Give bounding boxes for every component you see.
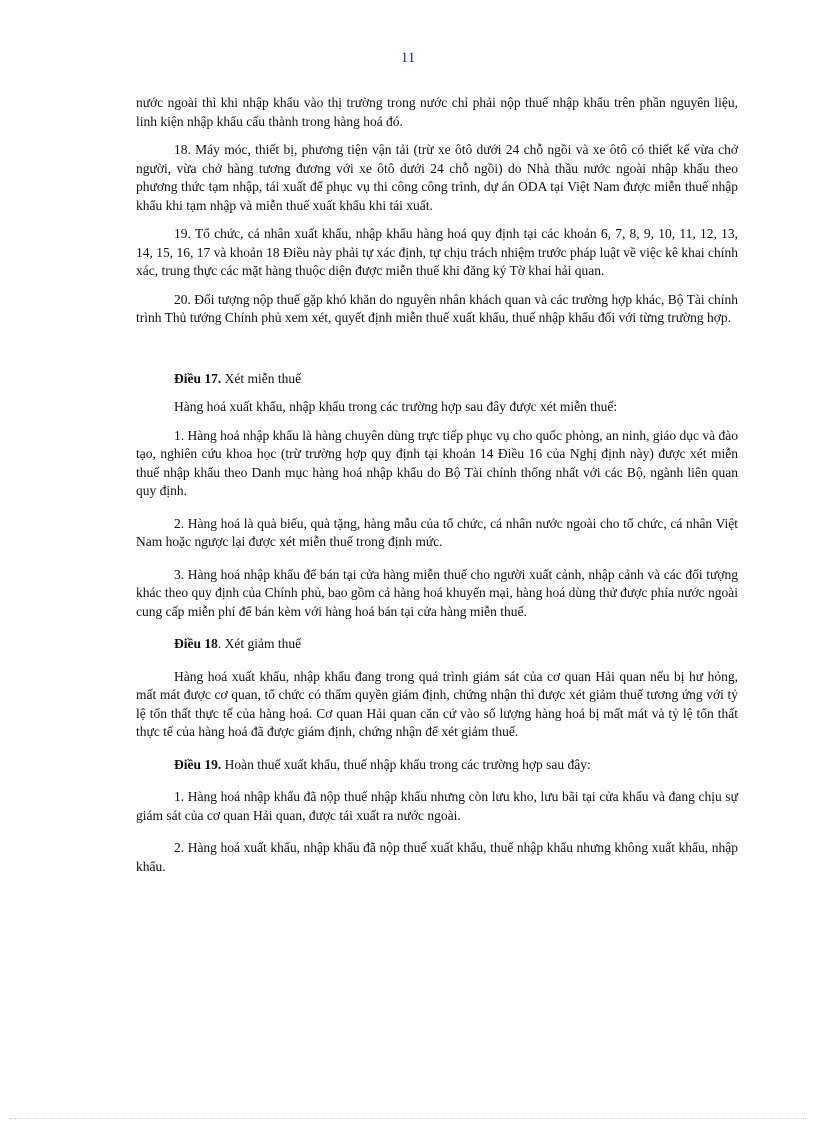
article-19-title: Hoàn thuế xuất khẩu, thuế nhập khẩu trong các trường hợp sau đây: [221, 756, 591, 772]
article-17-clause-3: 3. Hàng hoá nhập khẩu để bán tại cửa hàng miễn thuế cho người xuất cảnh, nhập cảnh và các đối tượng khác theo quy định của Chính phủ, bao gồm cả hàng hoá khuyến mại, hàng hoá dùng thử được phía nước ngoài cung cấp miễn phí để bán kèm với hàng hoá bán tại cửa hàng miễn thuế. [136, 566, 738, 619]
paragraph-continuation: nước ngoài thì khi nhập khẩu vào thị trường trong nước chỉ phải nộp thuế nhập khẩu trên phần nguyên liệu, linh kiện nhập khẩu cấu thành trong hàng hoá đó. [136, 95, 738, 129]
article-19-label: Điều 19. [174, 756, 222, 772]
article-19-heading [136, 756, 738, 775]
article-19-clause-1: 1. Hàng hoá nhập khẩu đã nộp thuế nhập khẩu nhưng còn lưu kho, lưu bãi tại cửa khẩu và đang chịu sự giám sát của cơ quan Hải quan, được tái xuất ra nước ngoài. [136, 789, 738, 823]
article-18-label: Điều 18 [174, 636, 218, 651]
article-17-intro: Hàng hoá xuất khẩu, nhập khẩu trong các trường hợp sau đây được xét miễn thuế: [174, 399, 618, 414]
article-18-body: Hàng hoá xuất khẩu, nhập khẩu đang trong quá trình giám sát của cơ quan Hải quan nếu bị hư hỏng, mất mát được cơ quan, tổ chức có thẩm quyền giám định, chứng nhận thì được xét giảm thuế tương ứng với tỷ lệ tổn thất thực tế của hàng hoá. Cơ quan Hải quan căn cứ vào số lượng hàng hoá bị mất mát và tỷ lệ tổn thất thực tế của hàng hoá đã được giám định, chứng nhận để xét giảm thuế. [136, 668, 738, 739]
article-17-heading [136, 370, 738, 389]
article-18-heading [136, 635, 738, 654]
article-19-clause-2: 2. Hàng hoá xuất khẩu, nhập khẩu đã nộp thuế xuất khẩu, thuế nhập khẩu nhưng không xuất khẩu, nhập khẩu. [136, 840, 738, 874]
article-17-clause-1: 1. Hàng hoá nhập khẩu là hàng chuyên dùng trực tiếp phục vụ cho quốc phòng, an ninh, giáo dục và đào tạo, nghiên cứu khoa học (trừ trường hợp quy định tại khoản 14 Điều 16 của Nghị định này) được xét miễn thuế nhập khẩu theo Danh mục hàng hoá nhập khẩu do Bộ Tài chính thống nhất với các Bộ, ngành liên quan quy định. [136, 427, 738, 498]
article-17-title: Xét miễn thuế [221, 370, 302, 386]
document-body [136, 94, 738, 876]
clause-19: 19. Tổ chức, cá nhân xuất khẩu, nhập khẩu hàng hoá quy định tại các khoản 6, 7, 8, 9, 10, 11, 12, 13, 14, 15, 16, 17 và khoản 18 Điều này phải tự xác định, tự chịu trách nhiệm trước pháp luật về việc kê khai chính xác, trung thực các mặt hàng thuộc diện được miễn thuế khi đăng ký Tờ khai hải quan. [136, 226, 738, 278]
article-17-label: Điều 17. [174, 370, 222, 386]
page-number: 11 [400, 50, 416, 66]
article-17-clause-2: 2. Hàng hoá là quà biếu, quà tặng, hàng mẫu của tổ chức, cá nhân nước ngoài cho tổ chức, cá nhân Việt Nam hoặc ngược lại được xét miễn thuế trong định mức. [136, 515, 738, 549]
clause-20: 20. Đối tượng nộp thuế gặp khó khăn do nguyên nhân khách quan và các trường hợp khác, Bộ Tài chính trình Thủ tướng Chính phủ xem xét, quyết định miễn thuế xuất khẩu, thuế nhập khẩu đối với từng trường hợp. [136, 291, 738, 325]
clause-18: 18. Máy móc, thiết bị, phương tiện vận tải (trừ xe ôtô dưới 24 chỗ ngồi và xe ôtô có thiết kế vừa chở người, vừa chở hàng tương đương với xe ôtô dưới 24 chỗ ngồi) do Nhà thầu nước ngoài nhập khẩu theo phương thức tạm nhập, tái xuất để phục vụ thi công công trình, dự án ODA tại Việt Nam được miễn thuế nhập khẩu khi tạm nhập và miễn thuế xuất khẩu khi tái xuất. [136, 142, 738, 213]
article-18-title: . Xét giảm thuế [217, 636, 302, 651]
page-bottom-divider [10, 1118, 806, 1119]
